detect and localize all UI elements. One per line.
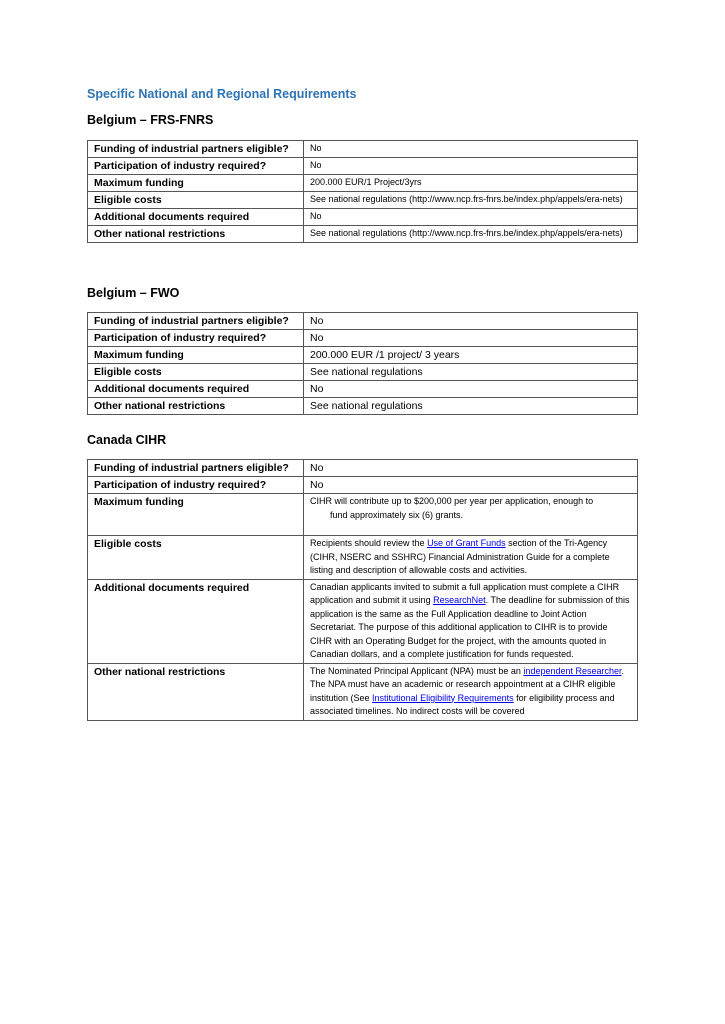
row-label: Funding of industrial partners eligible? xyxy=(88,141,304,158)
row-value: No xyxy=(304,381,638,398)
page-title: Specific National and Regional Requirements xyxy=(87,87,357,101)
row-label: Eligible costs xyxy=(88,364,304,381)
eligible-costs-text-before: Recipients should review the xyxy=(310,538,428,548)
table-row xyxy=(88,663,638,720)
row-label: Additional documents required xyxy=(88,381,304,398)
table-row xyxy=(88,579,638,663)
use-of-grant-funds-link[interactable]: Use of Grant Funds xyxy=(427,538,506,548)
section-heading-cihr: Canada CIHR xyxy=(87,433,167,447)
table-row xyxy=(88,141,638,158)
row-label: Participation of industry required? xyxy=(88,158,304,175)
row-label: Participation of industry required? xyxy=(88,477,304,494)
table-row xyxy=(88,192,638,209)
row-value: No xyxy=(304,313,638,330)
table-row xyxy=(88,158,638,175)
row-label: Maximum funding xyxy=(88,175,304,192)
additional-docs-text-after: . The deadline for submission of this application is the same as the Full Application deadline to Joint Action Secretariat. The purpose of this additional application to CIHR is to provide CIHR with an Operating Budget for the project, with the amounts quoted in Canadian dollars, and a complete justification for funds requested. xyxy=(310,595,630,659)
table-row xyxy=(88,209,638,226)
row-value: No xyxy=(304,158,638,175)
table-row xyxy=(88,494,638,536)
institutional-eligibility-link[interactable]: Institutional Eligibility Requirements xyxy=(372,692,514,703)
table-row xyxy=(88,313,638,330)
row-label: Other national restrictions xyxy=(88,226,304,243)
section-heading-fwo: Belgium – FWO xyxy=(87,286,180,300)
restrictions-p2-before: The NPA must have an academic or research appointment at a CIHR eligible institution (See xyxy=(310,679,616,703)
section-heading-fnrs: Belgium – FRS-FNRS xyxy=(87,113,214,127)
row-value: 200.000 EUR/1 Project/3yrs xyxy=(304,175,638,192)
researchnet-link[interactable]: ResearchNet xyxy=(433,595,486,605)
cihr-requirements-table xyxy=(87,459,638,721)
row-label: Funding of industrial partners eligible? xyxy=(88,313,304,330)
row-label: Additional documents required xyxy=(88,579,304,663)
row-value xyxy=(304,663,638,720)
table-row xyxy=(88,536,638,580)
max-funding-line2: fund approximately six (6) grants. xyxy=(330,509,464,520)
fnrs-requirements-table xyxy=(87,140,638,243)
row-label: Other national restrictions xyxy=(88,663,304,720)
row-value: No xyxy=(304,477,638,494)
additional-docs-text-before: Canadian applicants invited to submit a full application must complete a CIHR application and submit it using xyxy=(310,581,620,605)
fwo-requirements-table xyxy=(87,312,638,415)
table-row xyxy=(88,460,638,477)
row-label: Maximum funding xyxy=(88,347,304,364)
eligible-costs-text-after: section of the Tri-Agency (CIHR, NSERC and SSHRC) Financial Administration Guide for a complete listing and description of allowable costs and activities. xyxy=(310,538,610,575)
table-row xyxy=(88,226,638,243)
table-row xyxy=(88,398,638,415)
row-label: Maximum funding xyxy=(88,494,304,536)
table-row xyxy=(88,477,638,494)
row-label: Funding of industrial partners eligible? xyxy=(88,460,304,477)
row-value xyxy=(304,579,638,663)
restrictions-p2-after: for eligibility process and associated timelines. No indirect costs will be covered xyxy=(310,692,615,716)
table-row xyxy=(88,330,638,347)
row-label: Additional documents required xyxy=(88,209,304,226)
table-row xyxy=(88,381,638,398)
restrictions-p1-after: . xyxy=(621,665,625,676)
row-value: See national regulations (http://www.ncp.frs-fnrs.be/index.php/appels/era-nets) xyxy=(304,226,638,243)
table-row xyxy=(88,347,638,364)
row-value: 200.000 EUR /1 project/ 3 years xyxy=(304,347,638,364)
max-funding-line1: CIHR will contribute up to $200,000 per year per application, enough to xyxy=(310,496,594,506)
row-value: No xyxy=(304,141,638,158)
row-label: Eligible costs xyxy=(88,536,304,580)
table-row xyxy=(88,364,638,381)
restrictions-p1-before: The Nominated Principal Applicant (NPA) must be an xyxy=(310,665,524,676)
row-label: Eligible costs xyxy=(88,192,304,209)
row-value: See national regulations (http://www.ncp.frs-fnrs.be/index.php/appels/era-nets) xyxy=(304,192,638,209)
row-value: No xyxy=(304,460,638,477)
row-label: Participation of industry required? xyxy=(88,330,304,347)
row-value: No xyxy=(304,330,638,347)
row-value xyxy=(304,536,638,580)
row-value: No xyxy=(304,209,638,226)
row-value xyxy=(304,494,638,536)
table-row xyxy=(88,175,638,192)
row-label: Other national restrictions xyxy=(88,398,304,415)
row-value: See national regulations xyxy=(304,398,638,415)
independent-researcher-link[interactable]: independent Researcher xyxy=(523,665,622,676)
row-value: See national regulations xyxy=(304,364,638,381)
